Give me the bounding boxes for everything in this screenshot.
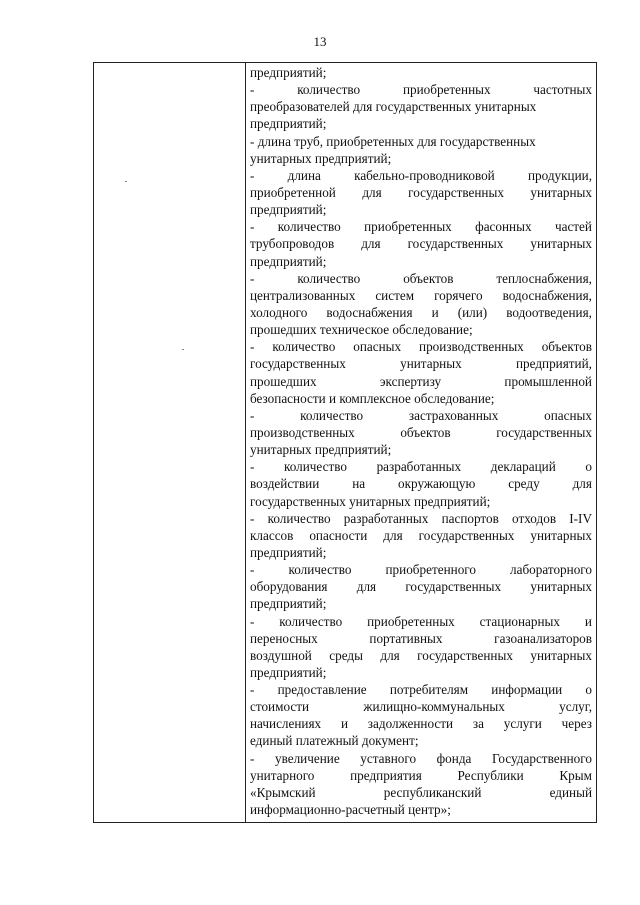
word: фонда <box>436 750 472 766</box>
word: о <box>585 682 592 698</box>
word: опасности <box>309 527 368 543</box>
text-line: предприятий; <box>250 202 327 218</box>
word: единый <box>549 784 592 800</box>
measures-text-cell <box>250 64 592 818</box>
word: государственных <box>417 647 513 663</box>
word: опасных <box>544 407 592 423</box>
word: государственных <box>250 356 346 372</box>
word: водоснабжения <box>326 304 413 320</box>
word: (или) <box>457 304 488 320</box>
word: начислениях <box>250 716 322 732</box>
word: - <box>250 682 255 698</box>
word: длина <box>287 167 321 183</box>
word: республиканский <box>383 784 482 800</box>
word: увеличение <box>274 750 340 766</box>
word: - <box>250 562 255 578</box>
text-line <box>250 338 592 355</box>
word: количество <box>288 562 352 578</box>
text-line <box>250 81 592 98</box>
word: паспортов <box>441 510 499 526</box>
word: количество <box>272 339 336 355</box>
word: частотных <box>533 82 592 98</box>
word: и <box>431 304 439 320</box>
word: предприятий, <box>515 356 592 372</box>
word: для <box>572 476 592 492</box>
word: - <box>250 219 255 235</box>
word: для <box>383 527 403 543</box>
word: потребителям <box>389 682 469 698</box>
text-line <box>250 630 592 647</box>
word: предприятия <box>350 767 422 783</box>
scan-speck <box>125 181 127 182</box>
text-line <box>250 613 592 630</box>
word: - <box>250 750 255 766</box>
word: среды <box>329 647 363 663</box>
word: - <box>250 167 255 183</box>
word: - <box>250 82 255 98</box>
word: приобретенных <box>364 219 452 235</box>
text-line <box>250 767 592 784</box>
text-line <box>250 424 592 441</box>
text-line <box>250 510 592 527</box>
word: - <box>250 270 255 286</box>
word: - <box>250 407 255 423</box>
text-line: унитарных предприятий; <box>250 150 392 166</box>
text-line <box>250 578 592 595</box>
word: количество <box>267 510 331 526</box>
word: объектов <box>403 270 454 286</box>
word: трубопроводов <box>250 236 335 252</box>
word: задолженности <box>367 716 454 732</box>
word: прошедших <box>250 373 317 389</box>
text-line: унитарных предприятий; <box>250 442 392 458</box>
word: продукции, <box>527 167 592 183</box>
word: государственных <box>418 527 515 543</box>
word: воздушной <box>250 647 312 663</box>
word: информации <box>491 682 563 698</box>
word: государственных <box>408 184 504 200</box>
word: для <box>356 579 377 595</box>
word: унитарных <box>530 647 592 663</box>
word: - <box>250 510 255 526</box>
text-line: предприятий; <box>250 65 327 80</box>
word: количество <box>277 219 341 235</box>
word: - <box>250 613 255 629</box>
text-line <box>250 218 592 235</box>
word: «Крымский <box>250 784 316 800</box>
text-line <box>250 698 592 715</box>
text-line: прошедших техническое обследование; <box>250 322 473 338</box>
word: унитарных <box>530 527 592 543</box>
word: лабораторного <box>510 562 592 578</box>
word: услуг, <box>559 699 592 715</box>
word: отходов <box>512 510 557 526</box>
text-line <box>250 355 592 372</box>
word: государственных <box>496 424 592 440</box>
word: окружающую <box>398 476 476 492</box>
word: горячего <box>434 287 483 303</box>
word: через <box>561 716 592 732</box>
word: объектов <box>400 424 451 440</box>
word: Республики <box>457 767 524 783</box>
text-line: предприятий; <box>250 664 327 680</box>
word: для <box>361 236 381 252</box>
word: количество <box>279 613 343 629</box>
word: уставного <box>360 750 417 766</box>
word: количество <box>297 270 361 286</box>
word: производственных <box>419 339 524 355</box>
left-column-cell <box>94 63 245 822</box>
word: газоанализаторов <box>494 630 592 646</box>
word: для <box>362 184 382 200</box>
word: разработанных <box>343 510 429 526</box>
word: опасных <box>353 339 402 355</box>
word: о <box>585 459 592 475</box>
word: объектов <box>541 339 592 355</box>
word: портативных <box>369 630 443 646</box>
text-line: - длина труб, приобретенных для государственных <box>250 133 536 149</box>
word: Крым <box>559 767 592 783</box>
document-table <box>93 62 597 823</box>
word: деклараций <box>490 459 556 475</box>
text-line <box>250 681 592 698</box>
word: приобретенного <box>385 562 476 578</box>
word: централизованных <box>250 287 356 303</box>
text-line: предприятий; <box>250 116 327 132</box>
word: государственных <box>405 579 502 595</box>
word: унитарных <box>530 184 592 200</box>
word: предоставление <box>277 682 367 698</box>
word: государственных <box>407 236 504 252</box>
page-number: 13 <box>313 34 327 49</box>
text-line: информационно-расчетный центр»; <box>250 802 451 818</box>
text-line <box>250 270 592 287</box>
word: теплоснабжения, <box>496 270 592 286</box>
word: за <box>472 716 484 732</box>
word: унитарных <box>400 356 462 372</box>
text-line <box>250 407 592 424</box>
word: водоснабжения, <box>502 287 592 303</box>
word: разработанных <box>376 459 462 475</box>
word: унитарных <box>530 579 592 595</box>
text-line <box>250 561 592 578</box>
word: I-IV <box>569 510 592 526</box>
word: стоимости <box>250 699 310 715</box>
text-line: государственных унитарных предприятий; <box>250 493 491 509</box>
word: Государственного <box>491 750 592 766</box>
text-line <box>250 715 592 732</box>
word: застрахованных <box>408 407 499 423</box>
text-line: предприятий; <box>250 596 327 612</box>
text-line <box>250 475 592 492</box>
word: унитарных <box>530 236 592 252</box>
word: водоотведения, <box>506 304 592 320</box>
word: приобретенных <box>367 613 455 629</box>
word: и <box>584 613 592 629</box>
text-line <box>250 304 592 321</box>
text-line <box>250 647 592 664</box>
text-line: предприятий; <box>250 253 327 269</box>
word: стационарных <box>479 613 561 629</box>
word: воздействии <box>250 476 320 492</box>
word: услуги <box>503 716 542 732</box>
word: холодного <box>250 304 308 320</box>
word: экспертизу <box>379 373 442 389</box>
text-line <box>250 750 592 767</box>
word: фасонных <box>475 219 532 235</box>
column-divider <box>245 63 246 822</box>
text-line: предприятий; <box>250 544 327 560</box>
text-line <box>250 527 592 544</box>
text-line <box>250 373 592 390</box>
text-line: единый платежный документ; <box>250 733 419 749</box>
word: количество <box>300 407 364 423</box>
word: частей <box>554 219 592 235</box>
word: и <box>340 716 348 732</box>
word: для <box>380 647 400 663</box>
text-line: преобразователей для государственных унитарных <box>250 99 537 115</box>
word: оборудования <box>250 579 328 595</box>
word: количество <box>284 459 347 475</box>
word: систем <box>375 287 415 303</box>
text-line <box>250 784 592 801</box>
word: производственных <box>250 424 355 440</box>
word: среду <box>508 476 540 492</box>
word: промышленной <box>504 373 592 389</box>
text-line <box>250 167 592 184</box>
word: - <box>250 459 255 475</box>
word: на <box>352 476 366 492</box>
word: кабельно-проводниковой <box>354 167 495 183</box>
word: переносных <box>250 630 318 646</box>
word: классов <box>250 527 294 543</box>
word: - <box>250 339 255 355</box>
word: количество <box>297 82 361 98</box>
word: приобретенной <box>250 184 336 200</box>
text-line <box>250 235 592 252</box>
scan-speck <box>182 349 184 350</box>
word: приобретенных <box>402 82 491 98</box>
word: жилищно-коммунальных <box>363 699 505 715</box>
text-line <box>250 458 592 475</box>
word: унитарного <box>250 767 315 783</box>
text-line <box>250 287 592 304</box>
text-line: безопасности и комплексное обследование; <box>250 390 495 406</box>
text-line <box>250 184 592 201</box>
